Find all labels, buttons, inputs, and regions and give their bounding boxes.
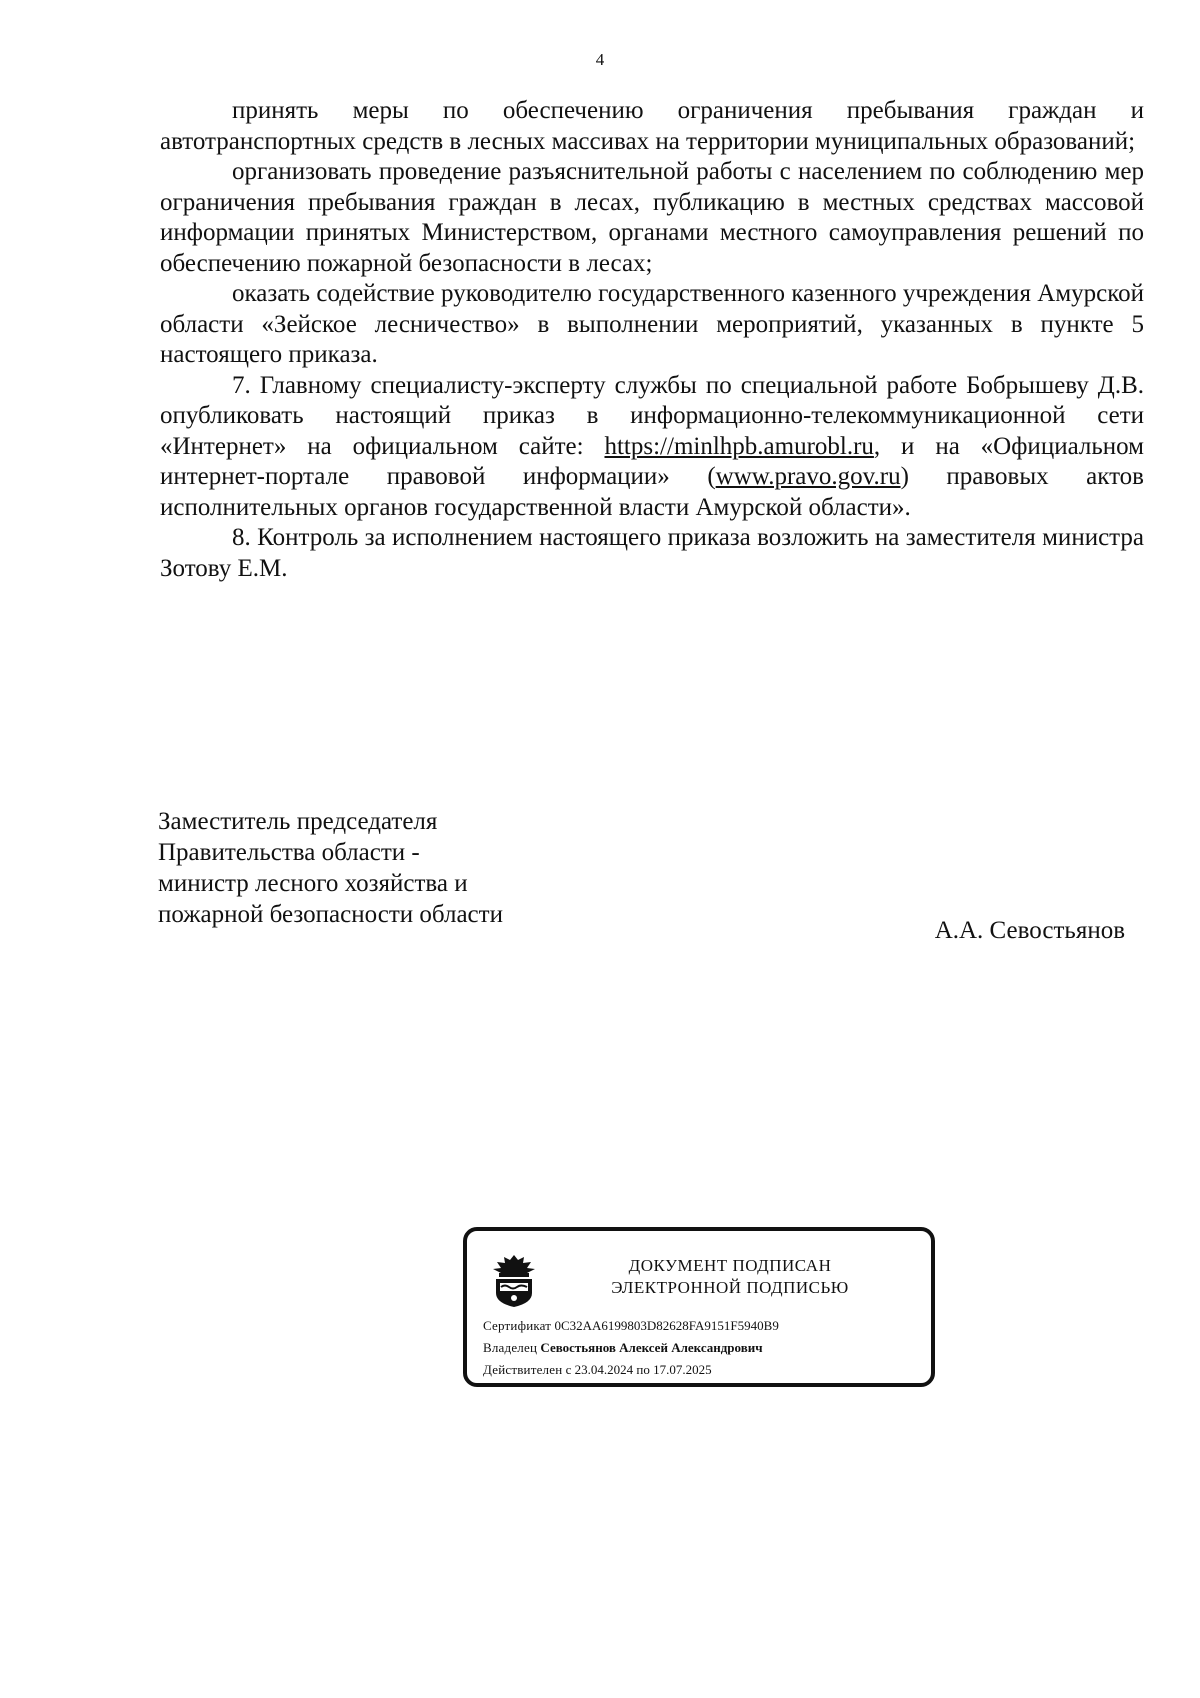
valid-from-prefix: с	[565, 1362, 572, 1377]
item7-text-part2: , и на «Официальном интернет-портале правовой информации» (	[160, 432, 1144, 490]
signatory-position-line: Правительства области -	[158, 839, 420, 866]
paragraph-restrict-access: принять меры по обеспечению ограничения пребывания граждан и автотранспортных средств в лесных массивах на территории муниципальных образований;	[160, 97, 1144, 155]
signatory-position-line: пожарной безопасности области	[158, 901, 503, 928]
validity-row	[483, 1359, 779, 1381]
page-number: 4	[595, 50, 605, 69]
signatory-position-line: министр лесного хозяйства и	[158, 870, 468, 897]
signatory-name: А.А. Севостьянов	[934, 917, 1125, 944]
ministry-website-link[interactable]: https://minlhpb.amurobl.ru	[604, 432, 874, 460]
signatory-position-line: Заместитель председателя	[158, 808, 438, 835]
amur-coat-of-arms-icon	[491, 1253, 537, 1309]
certificate-row	[483, 1315, 779, 1337]
certificate-label: Сертификат	[483, 1318, 552, 1333]
valid-from-date: 23.04.2024	[574, 1362, 634, 1377]
stamp-certificate-info	[483, 1315, 779, 1381]
owner-value: Севостьянов Алексей Александрович	[540, 1340, 763, 1355]
owner-row	[483, 1337, 779, 1359]
stamp-title	[555, 1255, 905, 1299]
paragraph-item-7	[160, 371, 1144, 524]
stamp-title-line: ЭЛЕКТРОННОЙ ПОДПИСЬЮ	[611, 1278, 849, 1297]
paragraph-explanatory-work: организовать проведение разъяснительной работы с населением по соблюдению мер ограничения пребывания граждан в лесах, публикацию в местных средствах массовой информации принятых Министерством, органами местного самоуправления решений по обеспечению пожарной безопасности в лесах;	[160, 158, 1144, 277]
valid-to-date: 17.07.2025	[653, 1362, 712, 1377]
paragraph-item-8: 8. Контроль за исполнением настоящего приказа возложить на заместителя министра Зотову Е.М.	[160, 524, 1144, 582]
electronic-signature-stamp	[463, 1227, 935, 1387]
item7-text-part1: 7. Главному специалисту-эксперту службы по специальной работе Бобрышеву Д.В. опубликовать настоящий приказ в информационно-телекоммуникационной сети «Интернет» на официальном сайте:	[160, 371, 1144, 460]
owner-label: Владелец	[483, 1340, 538, 1355]
document-body	[160, 96, 1144, 584]
valid-to-prefix: по	[636, 1362, 650, 1377]
signatory-position	[158, 806, 503, 930]
stamp-title-line: ДОКУМЕНТ ПОДПИСАН	[628, 1256, 832, 1275]
paragraph-assist-forestry: оказать содействие руководителю государственного казенного учреждения Амурской области «Зейское лесничество» в выполнении мероприятий, указанных в пункте 5 настоящего приказа.	[160, 280, 1144, 368]
certificate-value: 0C32AA619980​3D82628FA9151F5940B9	[554, 1318, 779, 1333]
pravo-portal-link[interactable]: www.pravo.gov.ru	[715, 463, 901, 490]
validity-label: Действителен	[483, 1362, 563, 1377]
item7-text-part3: ) правовых актов исполнительных органов государственной власти Амурской области».	[160, 463, 1144, 521]
